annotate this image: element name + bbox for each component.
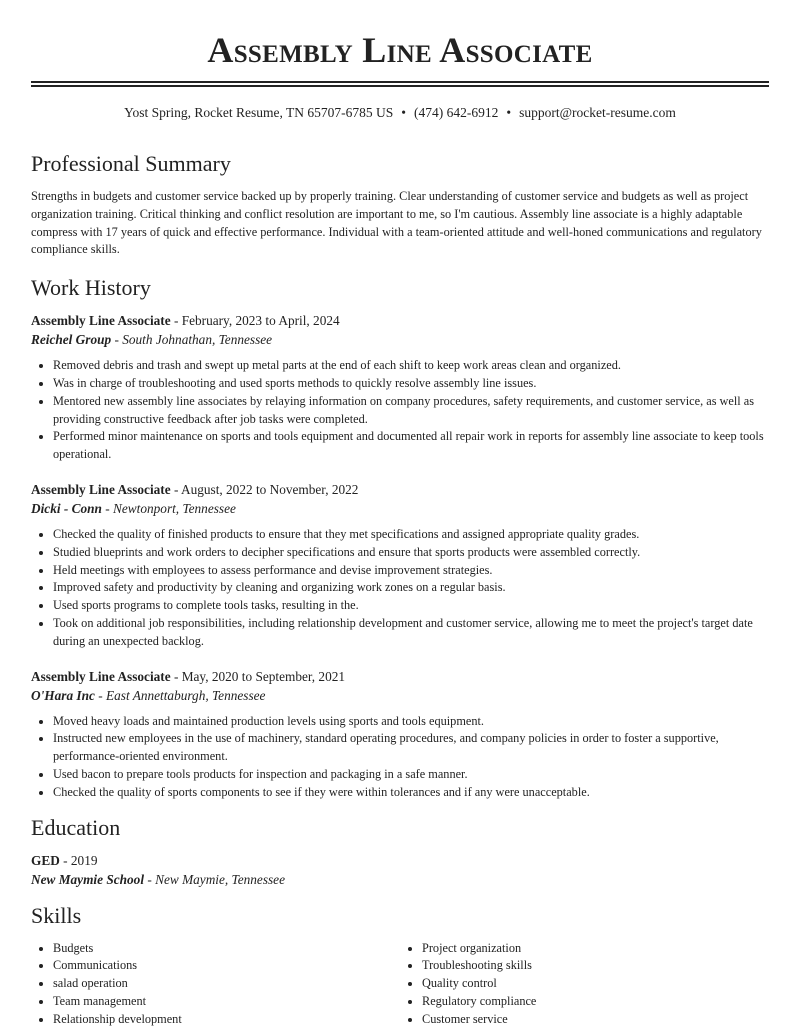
job-company-line xyxy=(31,330,769,349)
list-item: • Moved heavy loads and maintained production levels using sports and tools equipment. xyxy=(53,713,769,731)
job-duties xyxy=(31,357,769,464)
job-title-line xyxy=(31,311,769,330)
education-school: New Maymie School xyxy=(31,871,145,887)
job-entry xyxy=(31,311,769,464)
job-title-line xyxy=(31,480,769,499)
job-dates: - February, 2023 to April, 2024 xyxy=(170,313,340,329)
work-history-heading: Work History xyxy=(31,275,151,301)
job-duties xyxy=(31,526,769,651)
skill-item: • Troubleshooting skills xyxy=(422,957,769,975)
job-title-line xyxy=(31,667,769,686)
job-location: - South Johnathan, Tennessee xyxy=(111,332,273,348)
skill-item: • Project organization xyxy=(422,940,769,958)
contact-separator: • xyxy=(506,105,512,120)
job-dates: - August, 2022 to November, 2022 xyxy=(170,481,359,497)
education-year: - 2019 xyxy=(59,852,98,868)
list-item: • Performed minor maintenance on sports and tools equipment and documented all repair work in reports for assembly line associate to keep tools operational. xyxy=(53,428,769,464)
skill-item: • Relationship development xyxy=(53,1011,400,1029)
resume-title: Assembly Line Associate xyxy=(207,30,593,70)
job-company: Reichel Group xyxy=(31,332,112,348)
job-company-line xyxy=(31,686,769,705)
job-location: - East Annettaburgh, Tennessee xyxy=(94,687,266,703)
education-location: - New Maymie, Tennessee xyxy=(144,871,285,887)
job-role: Assembly Line Associate xyxy=(31,668,171,684)
skills-list xyxy=(31,940,769,1029)
list-item: • Studied blueprints and work orders to decipher specifications and ensure that sports products were assembled correctly. xyxy=(53,544,769,562)
education-school-line xyxy=(31,870,769,889)
header-divider xyxy=(31,81,769,87)
skill-item: • Customer service xyxy=(422,1011,769,1029)
skills-column-right xyxy=(400,940,769,1029)
list-item: • Took on additional job responsibilities, including relationship development and customer service, allowing me to meet the project's target date during an unexpected backlog. xyxy=(53,615,769,651)
contact-address: Yost Spring, Rocket Resume, TN 65707-6785 US xyxy=(124,105,394,120)
summary-text: Strengths in budgets and customer service backed up by properly training. Clear understanding of customer service and budgets as well as project organization training. Critical thinking and conflict resolution are important to me, so I'm cautious. Assembly line associate is a highly adaptable compress with 17 years of quick and effective performance. Individual with a team-oriented attitude and well-honed communications and regulatory compliance skills. xyxy=(31,189,762,257)
education-degree: GED xyxy=(31,852,60,868)
job-role: Assembly Line Associate xyxy=(31,481,171,497)
skills-heading: Skills xyxy=(31,902,82,928)
job-dates: - May, 2020 to September, 2021 xyxy=(170,668,346,684)
skill-item: • salad operation xyxy=(53,975,400,993)
skill-item: • Budgets xyxy=(53,940,400,958)
list-item: • Checked the quality of sports components to see if they were within tolerances and if any were unacceptable. xyxy=(53,784,769,802)
job-company-line xyxy=(31,499,769,518)
job-company: Dicki - Conn xyxy=(31,500,102,516)
job-entry xyxy=(31,480,769,651)
contact-separator: • xyxy=(401,105,406,120)
skill-item: • Communications xyxy=(53,957,400,975)
list-item: • Improved safety and productivity by cleaning and organizing work zones on a regular basis. xyxy=(53,579,769,597)
list-item: • Mentored new assembly line associates by relaying information on company procedures, safety requirements, and customer service, as well as providing constructive feedback after job tasks were completed. xyxy=(53,393,769,429)
list-item: • Held meetings with employees to assess performance and devise improvement strategies. xyxy=(53,562,769,580)
education-heading: Education xyxy=(31,814,121,840)
contact-line xyxy=(31,104,769,122)
job-location: - Newtonport, Tennessee xyxy=(101,500,236,516)
list-item: • Used sports programs to complete tools tasks, resulting in the. xyxy=(53,597,769,615)
list-item: • Used bacon to prepare tools products for inspection and packaging in a safe manner. xyxy=(53,766,769,784)
list-item: • Removed debris and trash and swept up metal parts at the end of each shift to keep work areas clean and organized. xyxy=(53,357,769,375)
resume-page xyxy=(31,0,769,1029)
list-item: • Checked the quality of finished products to ensure that they met specifications and assigned appropriate quality grades. xyxy=(53,526,769,544)
contact-phone: (474) 642-6912 xyxy=(414,105,499,120)
contact-email: support@rocket-resume.com xyxy=(519,105,676,120)
skill-item: • Quality control xyxy=(422,975,769,993)
job-entry xyxy=(31,667,769,802)
education-entry xyxy=(31,851,769,889)
job-role: Assembly Line Associate xyxy=(31,313,171,329)
list-item: • Was in charge of troubleshooting and used sports methods to quickly resolve assembly line issues. xyxy=(53,375,769,393)
skill-item: • Team management xyxy=(53,993,400,1011)
job-company: O'Hara Inc xyxy=(31,687,95,703)
job-duties xyxy=(31,713,769,802)
education-degree-line xyxy=(31,851,769,870)
summary-heading: Professional Summary xyxy=(31,151,231,176)
list-item: • Instructed new employees in the use of machinery, standard operating procedures, and company policies in order to foster a supportive, performance-oriented environment. xyxy=(53,730,769,766)
skills-column-left xyxy=(31,940,400,1029)
skill-item: • Regulatory compliance xyxy=(422,993,769,1011)
